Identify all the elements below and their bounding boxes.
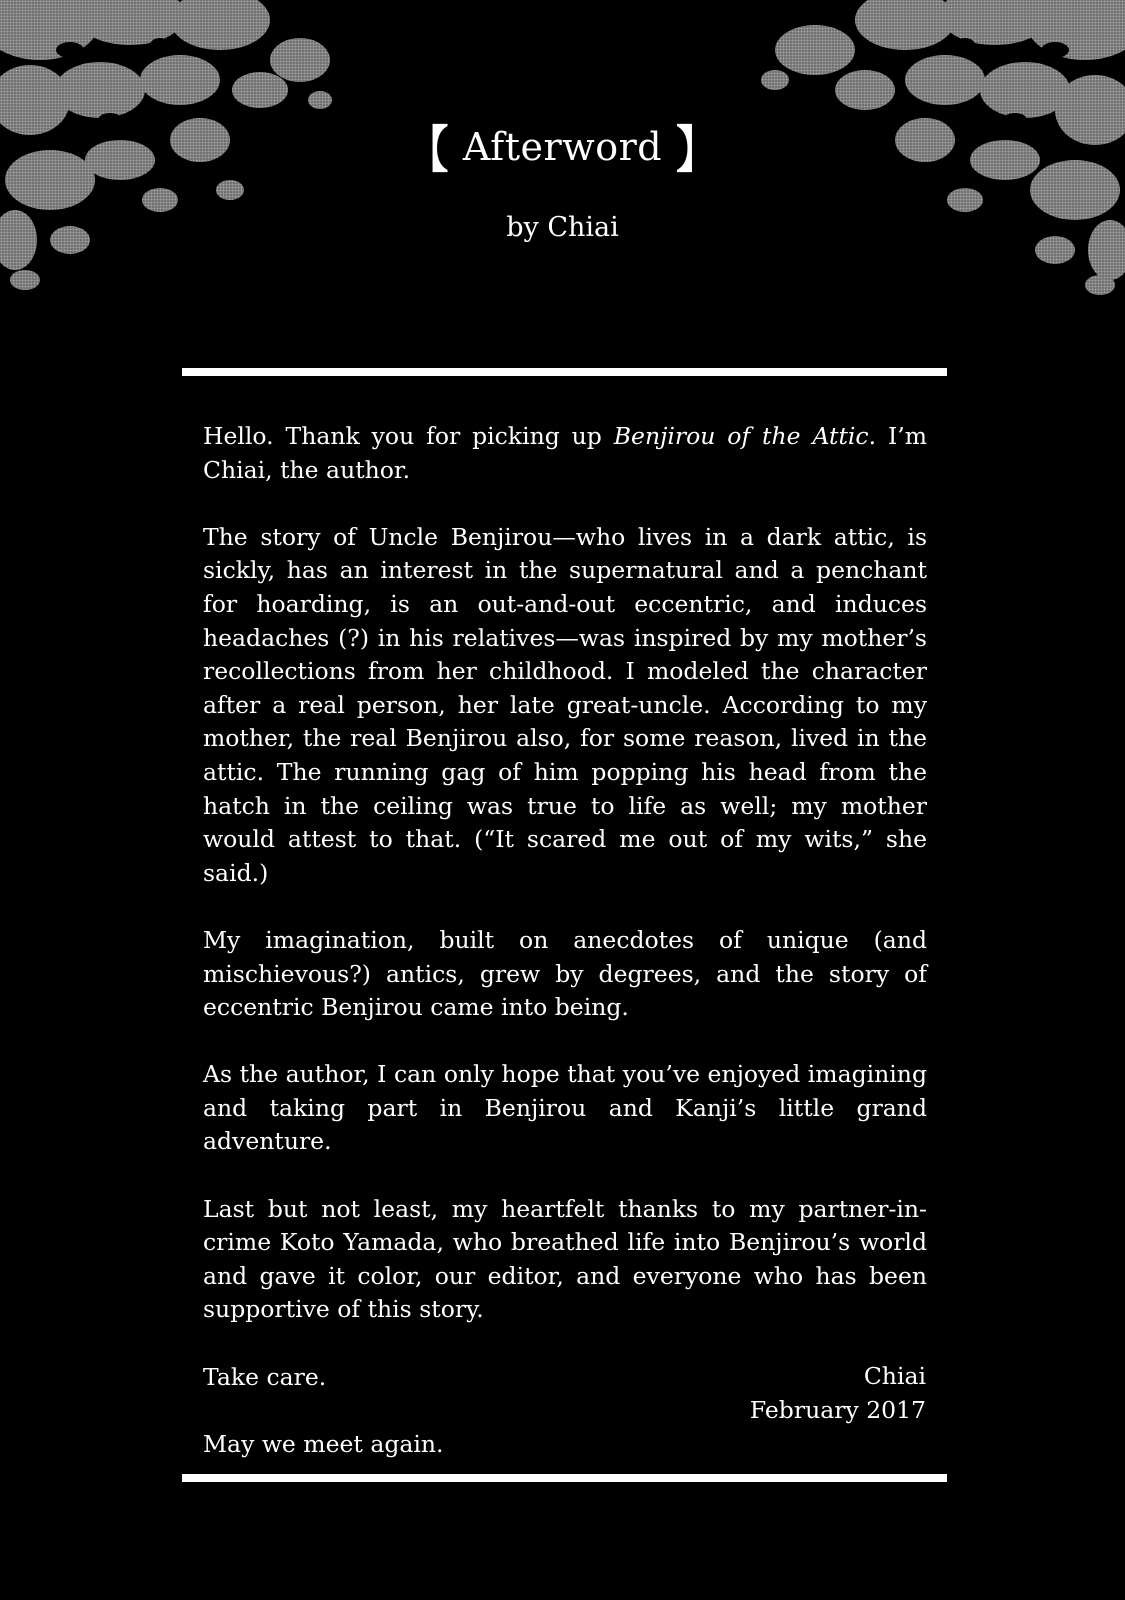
paragraph-1: [203, 420, 927, 487]
byline: by Chiai: [506, 212, 619, 243]
signature-name: Chiai: [863, 1362, 926, 1390]
title-text: Afterword: [462, 124, 663, 169]
paragraph-6: Take care.: [203, 1362, 327, 1391]
divider-top: [182, 368, 947, 376]
paragraph-5: Last but not least, my heartfelt thanks to my partner-in-crime Koto Yamada, who breathed life into Benjirou’s world and gave it color, our editor, and everyone who has been supportive of this story.: [203, 1194, 927, 1324]
afterword-body: [203, 420, 927, 1495]
bracket-close: 】: [676, 122, 717, 180]
divider-bottom: [182, 1474, 947, 1482]
paragraph-2: The story of Uncle Benjirou—who lives in a dark attic, is sickly, has an interest in the supernatural and a penchant for hoarding, is an out-and-out eccentric, and induces headaches (?) in his relatives—was inspired by my mother’s recollections from her childhood. I modeled the character after a real person, her late great-uncle. According to my mother, the real Benjirou also, for some reason, lived in the attic. The running gag of him popping his head from the hatch in the ceiling was true to life as well; my mother would attest to that. (“It scared me out of my wits,” she said.): [203, 522, 927, 887]
paragraph-1-rest: . I’m Chiai, the author.: [203, 422, 927, 484]
paragraph-1-intro: Hello. Thank you for picking up: [203, 422, 614, 450]
signature-date: February 2017: [749, 1395, 926, 1424]
paragraph-4: As the author, I can only hope that you’ve enjoyed imagining and taking part in Benjirou and Kanji’s little grand adventure.: [203, 1060, 927, 1156]
signature: [750, 1360, 926, 1427]
book-title: Benjirou of the Attic: [613, 422, 869, 450]
bracket-open: 【: [408, 122, 449, 180]
paragraph-7: May we meet again.: [203, 1429, 444, 1458]
page-title: [0, 118, 1125, 180]
paragraph-3: My imagination, built on anecdotes of unique (and mischievous?) antics, grew by degrees, and the story of eccentric Benjirou came into being.: [203, 925, 927, 1022]
